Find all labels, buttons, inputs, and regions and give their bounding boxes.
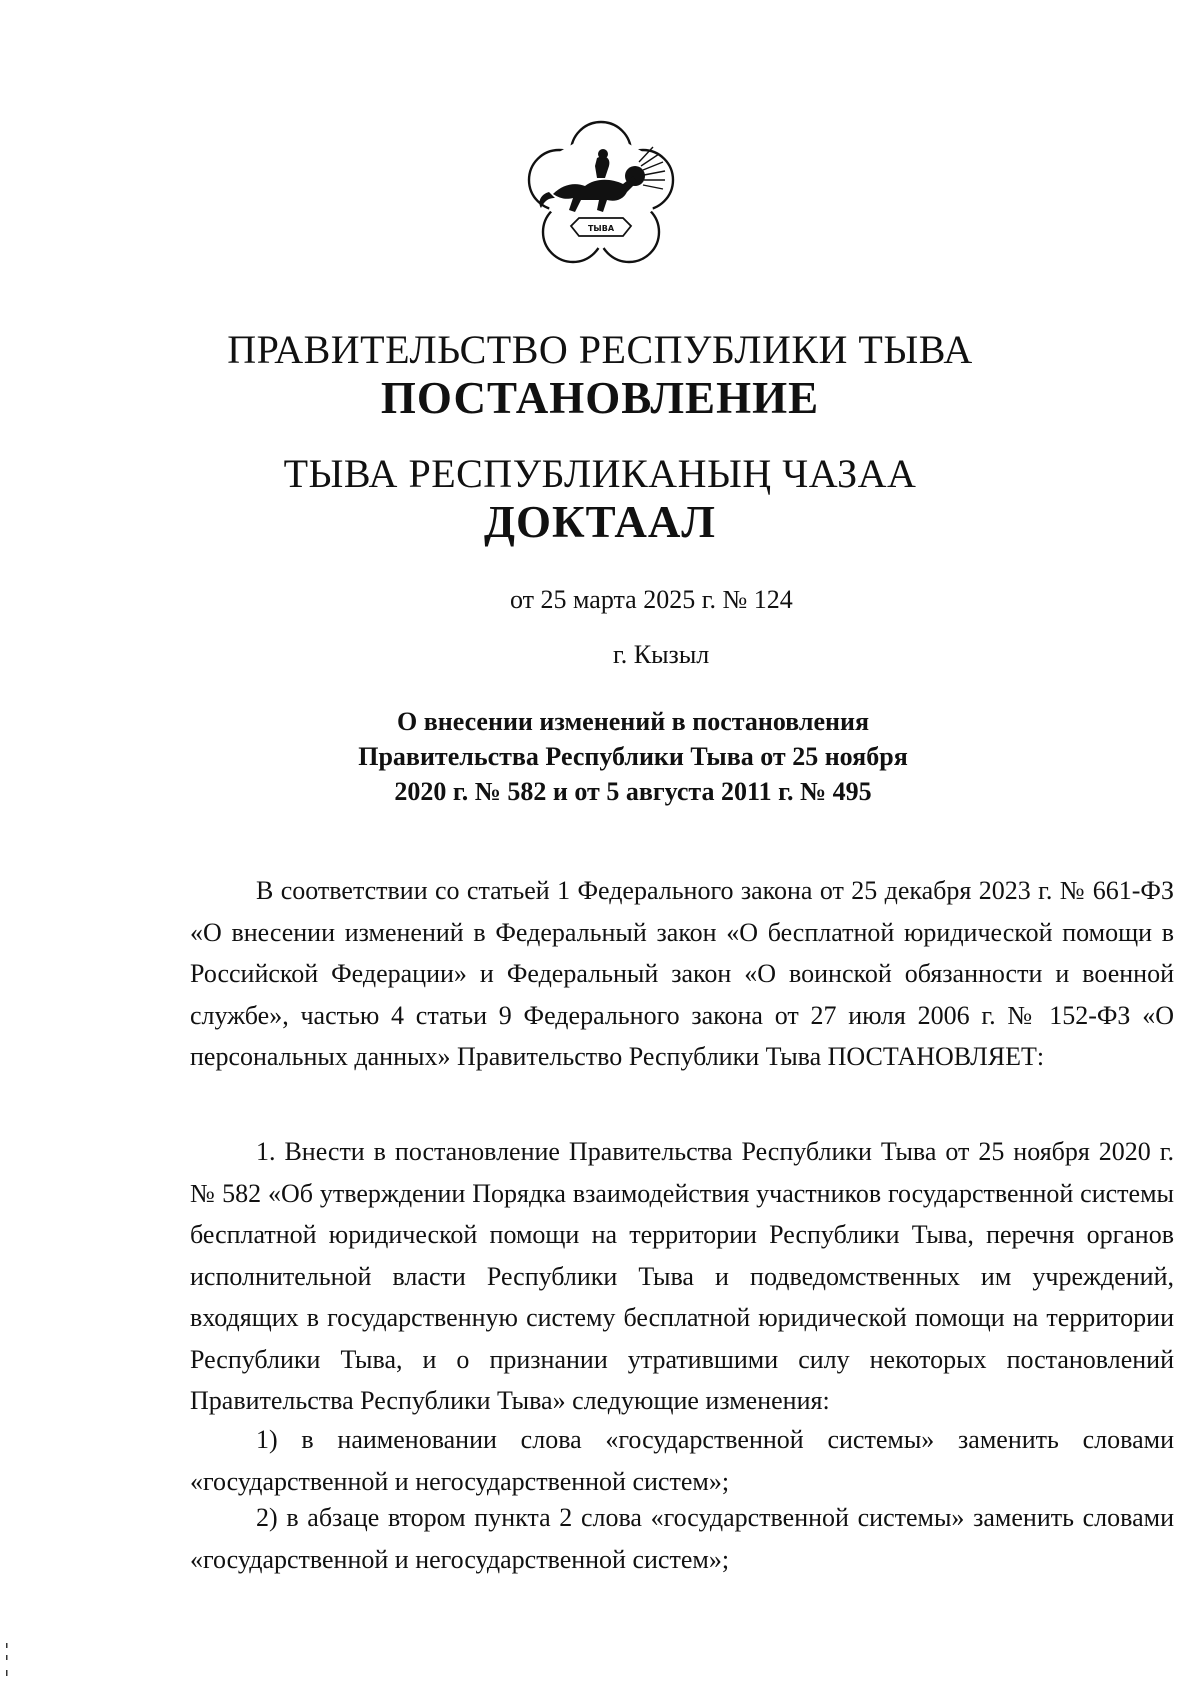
emblem-caption: ТЫВА	[587, 224, 615, 233]
decree-date-number: от 25 марта 2025 г. № 124	[510, 585, 793, 614]
item-1-paragraph: 1. Внести в постановление Правительства Республики Тыва от 25 ноября 2020 г. № 582 «Об утверждении Порядка взаимодействия участников государственной системы бесплатной юридической помощи на территории Республики Тыва, перечня органов исполнительной власти Республики Тыва и подведомственных им учреждений, входящих в государственную систему бесплатной юридической помощи на территории Республики Тыва, и о признании утратившими силу некоторых постановлений Правительства Республики Тыва» следующие изменения:	[190, 1137, 1174, 1415]
decree-title: ПОСТАНОВЛЕНИЕ	[380, 373, 820, 423]
decree-city: г. Кызыл	[613, 640, 710, 669]
government-title: ПРАВИТЕЛЬСТВО РЕСПУБЛИКИ ТЫВА	[227, 327, 973, 372]
tuva-emblem-icon	[519, 114, 683, 278]
subject-line: 2020 г. № 582 и от 5 августа 2011 г. № 495	[394, 777, 872, 806]
decree-title-tuvan: ДОКТААЛ	[484, 497, 716, 547]
preamble-paragraph: В соответствии со статьей 1 Федерального закона от 25 декабря 2023 г. № 661-ФЗ «О внесении изменений в Федеральный закон «О бесплатной юридической помощи в Российской Федерации» и Федеральный закон «О воинской обязанности и военной службе», частью 4 статьи 9 Федерального закона от 27 июля 2006 г. № 152-ФЗ «О персональных данных» Правительство Республики Тыва ПОСТАНОВЛЯЕТ:	[190, 876, 1174, 1071]
government-title-tuvan: ТЫВА РЕСПУБЛИКАНЫҢ ЧАЗАА	[283, 451, 917, 496]
decree-subject	[330, 704, 936, 809]
subitem-1-paragraph: 1) в наименовании слова «государственной системы» заменить словами «государственной и негосударственной систем»;	[190, 1425, 1174, 1496]
subject-line: О внесении изменений в постановления	[396, 707, 870, 736]
subject-line: Правительства Республики Тыва от 25 ноября	[358, 742, 908, 771]
subitem-2-paragraph: 2) в абзаце втором пункта 2 слова «государственной системы» заменить словами «государственной и негосударственной систем»;	[190, 1503, 1174, 1574]
scan-margin-marks	[5, 1643, 8, 1679]
